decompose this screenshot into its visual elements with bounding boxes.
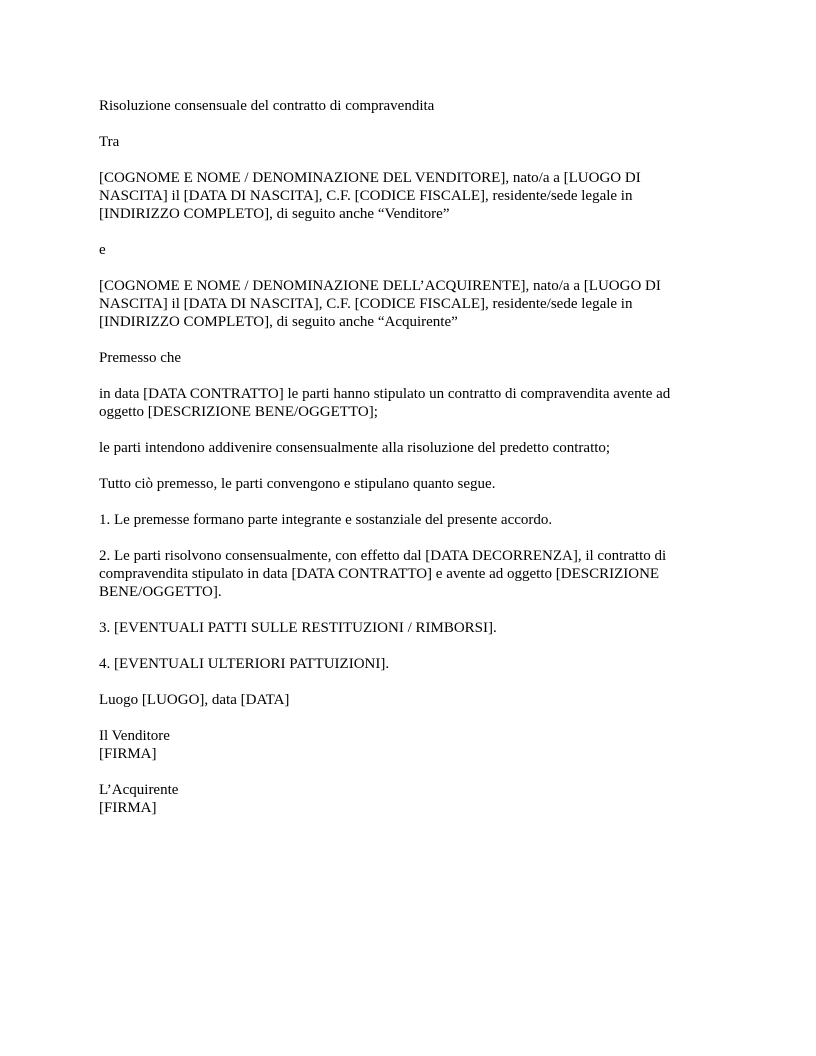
and-label: e — [99, 242, 106, 258]
document-title: Risoluzione consensuale del contratto di compravendita — [99, 98, 435, 114]
premise-line: oggetto [DESCRIZIONE BENE/OGGETTO]; — [99, 404, 378, 420]
clause-3: 3. [EVENTUALI PATTI SULLE RESTITUZIONI / RIMBORSI]. — [99, 620, 497, 636]
premise-line: in data [DATA CONTRATTO] le parti hanno stipulato un contratto di compravendita avente ad — [99, 386, 671, 402]
buyer-signature-placeholder: [FIRMA] — [99, 800, 157, 816]
seller-party-line: [INDIRIZZO COMPLETO], di seguito anche “Venditore” — [99, 206, 450, 222]
seller-signature-placeholder: [FIRMA] — [99, 746, 157, 762]
seller-party-paragraph — [99, 169, 719, 223]
buyer-party-line: [COGNOME E NOME / DENOMINAZIONE DELL’ACQUIRENTE], nato/a a [LUOGO DI — [99, 278, 661, 294]
buyer-party-line: NASCITA] il [DATA DI NASCITA], C.F. [CODICE FISCALE], residente/sede legale in — [99, 296, 633, 312]
clause-2 — [99, 547, 719, 601]
buyer-party-line: [INDIRIZZO COMPLETO], di seguito anche “Acquirente” — [99, 314, 458, 330]
premise-paragraph-2: le parti intendono addivenire consensualmente alla risoluzione del predetto contratto; — [99, 440, 611, 456]
clause-2-line: BENE/OGGETTO]. — [99, 584, 222, 600]
buyer-signature-label: L’Acquirente — [99, 782, 179, 798]
buyer-party-paragraph — [99, 277, 719, 331]
premise-paragraph-1 — [99, 385, 719, 421]
document-body — [99, 97, 719, 835]
clause-2-line: compravendita stipulato in data [DATA CONTRATTO] e avente ad oggetto [DESCRIZIONE — [99, 566, 660, 582]
clause-1: 1. Le premesse formano parte integrante e sostanziale del presente accordo. — [99, 512, 553, 528]
clause-4: 4. [EVENTUALI ULTERIORI PATTUIZIONI]. — [99, 656, 390, 672]
buyer-signature-block — [99, 781, 719, 817]
agreement-intro: Tutto ciò premesso, le parti convengono e stipulano quanto segue. — [99, 476, 496, 492]
seller-party-line: [COGNOME E NOME / DENOMINAZIONE DEL VENDITORE], nato/a a [LUOGO DI — [99, 170, 641, 186]
seller-signature-label: Il Venditore — [99, 728, 170, 744]
seller-party-line: NASCITA] il [DATA DI NASCITA], C.F. [CODICE FISCALE], residente/sede legale in — [99, 188, 633, 204]
seller-signature-block — [99, 727, 719, 763]
between-label: Tra — [99, 134, 120, 150]
clause-2-line: 2. Le parti risolvono consensualmente, con effetto dal [DATA DECORRENZA], il contratto di — [99, 548, 667, 564]
premise-heading: Premesso che — [99, 350, 182, 366]
place-date: Luogo [LUOGO], data [DATA] — [99, 692, 290, 708]
